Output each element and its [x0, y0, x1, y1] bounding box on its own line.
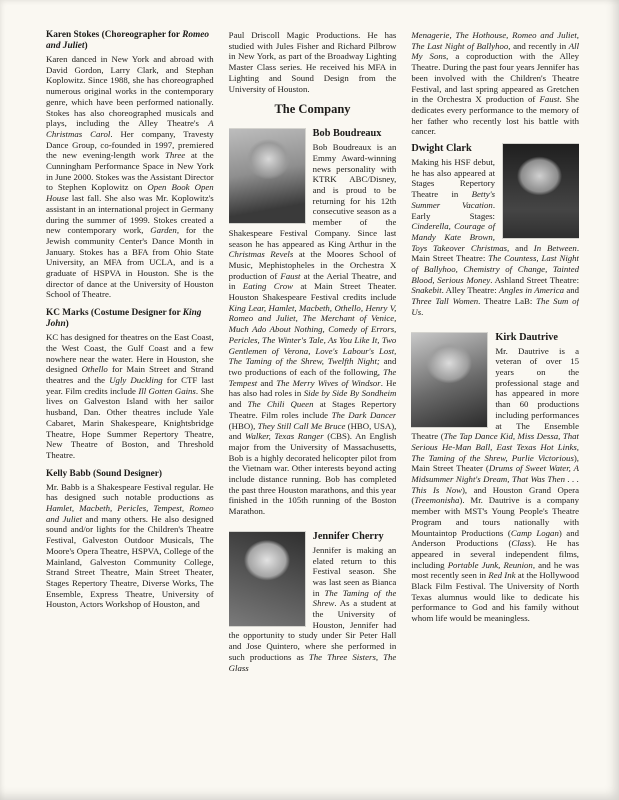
bio-text-kelly-babb-continued: Paul Driscoll Magic Productions. He has studied with Jules Fisher and Richard Pilbrow in New York, as part of the Broadway Lighting Master Class series. He received his MFA in Lighting and Sound Design from the University of Houston.	[228, 30, 397, 94]
headshot-bob-boudreaux	[229, 129, 305, 223]
company-member-jennifer-cherry	[229, 531, 397, 679]
column-middle	[229, 30, 397, 782]
three-column-layout	[46, 30, 579, 782]
bio-text-kelly-babb: Mr. Babb is a Shakespeare Festival regular. He has designed such notable productions as Hamlet, Macbeth, Pericles, Tempest, Romeo and Juliet and many others. He also designed sound and/or lights for the Children's Theatre Festival, Galveston Outdoor Musicals, The Moore's Opera Theatre, HSPVA, College of the Mainland, Galveston Community College, Strand Street Theatre, Main Street Theater, Stages Repertory Theatre, Diverse Works, The Ensemble, Express Theatre, University of Houston, Actors Workshop of Houston, and	[46, 481, 214, 610]
bio-text-jennifer-cherry-continued: Menagerie, The Hothouse, Romeo and Juliet, The Last Night of Ballyhoo, and recently in All My Sons, a coproduction with the Alley Theatre. During the past four years Jennifer has been involved with the Children's Theatre Festival, and last spring appeared as Gretchen in the Orchestra X production of Faust. She dedicates every performance to the memory of her father who recently lost his battle with cancer.	[411, 30, 580, 137]
bio-heading-kc-marks: KC Marks (Costume Designer for King John)	[46, 308, 202, 330]
member-name-kirk-dautrive: Kirk Dautrive	[495, 331, 558, 343]
bio-text-jennifer-cherry: Jennifer is making an elated return to this Festival season. She was last seen as Bianca in The Taming of the Shrew. As a student at the University of Houston, Jennifer had the opportunity to study under Sir Peter Hall and Jose Quintero, where she performed in such productions as The Three Sisters, The Glass	[228, 544, 397, 673]
headshot-kirk-dautrive	[411, 333, 487, 427]
member-name-dwight-clark: Dwight Clark	[411, 143, 472, 155]
bio-text-karen-stokes: Karen danced in New York and abroad with David Gordon, Larry Clark, and Stephan Koplowitz. Since 1988, she has choreographed numerous original works in the contemporary genre, which have been performed nationally. Stokes has also choreographed musicals and plays, including the Alley Theatre's A Christmas Carol. Her company, Travesty Dance Group, co-founded in 1997, premiered the new evening-length work Three at the Cunningham Performance Space in New York in June 2000. Stokes was the Assistant Director to Stephen Koplowitz on Open Book Open House last fall. She also was Mr. Koplowitz's assistant in an international project in Germany during the summer of 1999. Stokes created a new contemporary work, Garden, for the Jewish community Center's Dance Month in January. Stokes has a BFA from Ohio State University, an MFA from UCLA, and is a graduate of HSPVA in Houston. She is the director of dance at the University of Houston School of Theatre.	[46, 54, 214, 300]
column-right	[411, 30, 579, 782]
company-member-kirk-dautrive	[411, 332, 579, 630]
bio-heading-karen-stokes: Karen Stokes (Choreographer for Romeo and Juliet)	[46, 30, 210, 51]
company-member-dwight-clark	[411, 143, 579, 324]
bio-text-bob-boudreaux: Bob Boudreaux is an Emmy Award-winning news personality with KTRK ABC/Disney, and is proud to be returning for his 12th consecutive season as a member of the Shakespeare Festival Company. Since last season he has appeared as King Arthur in the Christmas Revels at the Moores School of Music, Mephistopheles in the Orchestra X production of Faust at the Aerial Theatre, and in Eating Crow at Main Street Theater. Houston Shakespeare Festival credits include King Lear, Hamlet, Macbeth, Othello, Henry V, Romeo and Juliet, The Merchant of Venice, Much Ado About Nothing, Comedy of Errors, Pericles, The Winter's Tale, As You Like It, Two Gentlemen of Verona, Love's Labour's Lost, The Taming of the Shrew, Twelfth Night; and two productions of each of the following, The Tempest and The Merry Wives of Windsor. He has also had roles in Side by Side By Sondheim and The Chili Queen at Stages Repertory Theatre. Film roles include The Dark Dancer (HBO), They Still Call Me Bruce (HBO, USA), and Walker, Texas Ranger (CBS). An English major from the University of Massachusetts, Bob is a highly decorated helicopter pilot from the Vietnam war. Other interests beyond acting include distance running. Bob has completed the past three Houston marathons, and this year finished in the 105th running of the Boston Marathon.	[228, 142, 397, 517]
headshot-jennifer-cherry	[229, 532, 305, 626]
bio-text-dwight-clark: Making his HSF debut, he has also appeared at Stages Repertory Theatre in Betty's Summer Vacation. Early Stages: Cinderella, Courage of Mandy Kate Brown, Toys Takeover Christmas, and In Between. Main Street Theatre: The Countess, Last Night of Ballyhoo, Chemistry of Change, Tainted Blood, Serious Money. Ashland Street Theatre: Snakebit. Alley Theatre: Angles in America and Three Tall Women. Theatre LaB: The Sum of Us.	[411, 157, 580, 317]
bio-text-kc-marks: KC has designed for theatres on the East Coast, the West Coast, the Gulf Coast and a few nowhere near the water. Here in Houston, she designed Othello for Main Street and Strand theatres and the Ugly Duckling for CTF last year. Film credits include Ill Gotten Gains. She lives on Galveston Island with her sailor husband, Dan. Other theatres include Yale Cabaret, Marin Shakespeare, Knightsbridge Theatre, Hope Summer Repertory Theatre, New Theatre of Boston, and Threshold Theatre.	[46, 332, 214, 460]
member-name-jennifer-cherry: Jennifer Cherry	[312, 530, 384, 542]
member-name-bob-boudreaux: Bob Boudreaux	[312, 128, 382, 140]
bio-text-kirk-dautrive: Mr. Dautrive is a veteran of over 15 years on the professional stage and has appeared in more than 60 productions including performances at The Ensemble Theatre (The Tap Dance Kid, Miss Dessa, That Serious He-Man Ball, East Texas Hot Links, The Taming of the Shrew, Purlie Victorious), Main Street Theater (Drums of Sweet Water, A Midsummer Night's Dream, That Was Then . . . This Is Now), and Houston Grand Opera (Treemonisha). Mr. Dautrive is a company member with MST's Young People's Theatre Program and tours nationally with Mountaintop Productions (Camp Logan) and Anderson Productions (Class). He has appeared in several independent films, including Portable Junk, Reunion, and he was most recently seen in Red Ink at the Hollywood Black Film Festival. The University of North Texas alumnus would like to dedicate his performance to God and his family without whom life would be meaningless.	[411, 345, 580, 624]
headshot-dwight-clark	[503, 144, 579, 238]
bio-heading-kelly-babb: Kelly Babb (Sound Designer)	[46, 468, 162, 479]
section-title-the-company: The Company	[274, 102, 351, 117]
company-member-bob-boudreaux	[229, 128, 397, 523]
column-left	[46, 30, 214, 782]
